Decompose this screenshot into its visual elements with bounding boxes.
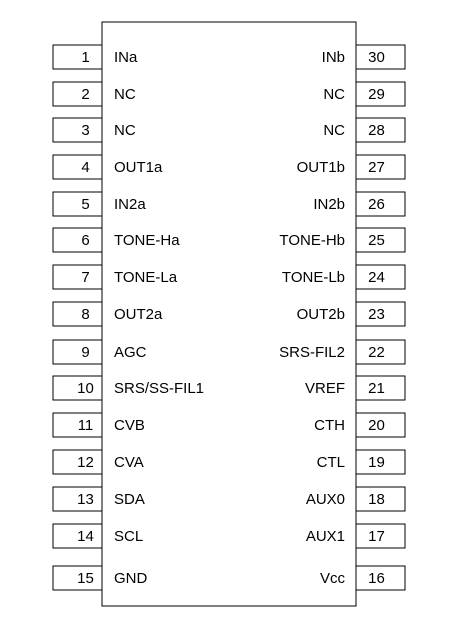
- pin-25-number: 25: [368, 232, 385, 249]
- pin-8-box: [53, 302, 102, 326]
- pin-2-label: NC: [114, 86, 136, 103]
- pin-24-label: TONE-Lb: [281, 269, 345, 286]
- pin-11: [53, 413, 145, 437]
- pin-16-number: 16: [368, 570, 385, 587]
- pin-22: [279, 340, 405, 364]
- pin-13-number: 13: [77, 491, 94, 508]
- pin-11-number: 11: [77, 417, 94, 434]
- pin-29-number: 29: [368, 86, 385, 103]
- pin-6-box: [53, 228, 102, 252]
- pin-28-label: NC: [323, 122, 345, 139]
- pin-12: [53, 450, 144, 474]
- pin-28-number: 28: [368, 122, 385, 139]
- pin-23-number: 23: [368, 306, 385, 323]
- pin-28: [323, 118, 405, 142]
- pin-22-number: 22: [368, 344, 385, 361]
- pin-6-label: TONE-Ha: [114, 232, 180, 249]
- pin-22-label: SRS-FIL2: [279, 344, 345, 361]
- pin-14-label: SCL: [114, 528, 144, 545]
- pin-13: [53, 487, 145, 511]
- pin-20-label: CTH: [314, 417, 345, 434]
- pin-15: [53, 566, 148, 590]
- pin-3-box: [53, 118, 102, 142]
- pin-30: [322, 45, 405, 69]
- pin-7-box: [53, 265, 102, 289]
- pin-15-number: 15: [77, 570, 94, 587]
- pin-20: [314, 413, 405, 437]
- pin-4-box: [53, 155, 102, 179]
- pin-30-label: INb: [321, 49, 345, 66]
- pin-5-number: 5: [81, 196, 90, 213]
- pin-3: [53, 118, 136, 142]
- pin-10-label: SRS/SS-FIL1: [114, 380, 205, 397]
- pin-12-label: CVA: [114, 454, 144, 471]
- pin-14: [53, 524, 143, 548]
- pin-1-number: 1: [81, 49, 90, 66]
- pin-29-label: NC: [323, 86, 345, 103]
- pin-1: [53, 45, 138, 69]
- pin-3-number: 3: [81, 122, 90, 139]
- pin-1-label: INa: [114, 49, 138, 66]
- pin-9-number: 9: [81, 344, 90, 361]
- pin-24: [282, 265, 405, 289]
- pin-17-number: 17: [368, 528, 385, 545]
- pin-14-number: 14: [77, 528, 94, 545]
- pin-25: [279, 228, 405, 252]
- pin-8-number: 8: [81, 306, 90, 323]
- pin-21-label: VREF: [304, 380, 345, 397]
- pin-4-number: 4: [81, 159, 90, 176]
- pin-10-number: 10: [77, 380, 94, 397]
- pin-2: [53, 82, 136, 106]
- pin-30-number: 30: [368, 49, 385, 66]
- pin-9-label: AGC: [114, 344, 147, 361]
- pin-21-number: 21: [368, 380, 385, 397]
- pin-11-label: CVB: [114, 417, 145, 434]
- pin-18-number: 18: [368, 491, 385, 508]
- pin-10: [53, 376, 204, 400]
- pin-1-box: [53, 45, 102, 69]
- pin-25-label: TONE-Hb: [279, 232, 345, 249]
- pin-16-label: Vcc: [319, 570, 345, 587]
- pin-19: [317, 450, 405, 474]
- pin-16: [320, 566, 405, 590]
- pin-23-label: OUT2b: [296, 306, 345, 323]
- pin-29: [323, 82, 405, 106]
- pin-5: [53, 192, 146, 216]
- pin-19-label: CTL: [316, 454, 345, 471]
- pin-19-number: 19: [368, 454, 385, 471]
- pin-9-box: [53, 340, 102, 364]
- pin-15-label: GND: [114, 570, 148, 587]
- pin-26: [313, 192, 405, 216]
- pin-27-label: OUT1b: [296, 159, 345, 176]
- pin-17-label: AUX1: [305, 528, 345, 545]
- pin-18-label: AUX0: [305, 491, 345, 508]
- pin-6: [53, 228, 180, 252]
- pin-27-number: 27: [368, 159, 385, 176]
- pin-7: [53, 265, 178, 289]
- pin-20-number: 20: [368, 417, 385, 434]
- pin-3-label: NC: [114, 122, 136, 139]
- pin-7-label: TONE-La: [114, 269, 178, 286]
- pin-9: [53, 340, 147, 364]
- pin-7-number: 7: [81, 269, 90, 286]
- pin-4-label: OUT1a: [114, 159, 163, 176]
- pin-2-number: 2: [81, 86, 90, 103]
- pin-12-number: 12: [77, 454, 94, 471]
- pin-6-number: 6: [81, 232, 90, 249]
- pin-26-number: 26: [368, 196, 385, 213]
- pin-26-label: IN2b: [313, 196, 345, 213]
- pin-5-box: [53, 192, 102, 216]
- pin-24-number: 24: [368, 269, 385, 286]
- pin-8-label: OUT2a: [114, 306, 163, 323]
- pin-13-label: SDA: [114, 491, 145, 508]
- pin-2-box: [53, 82, 102, 106]
- pin-5-label: IN2a: [114, 196, 146, 213]
